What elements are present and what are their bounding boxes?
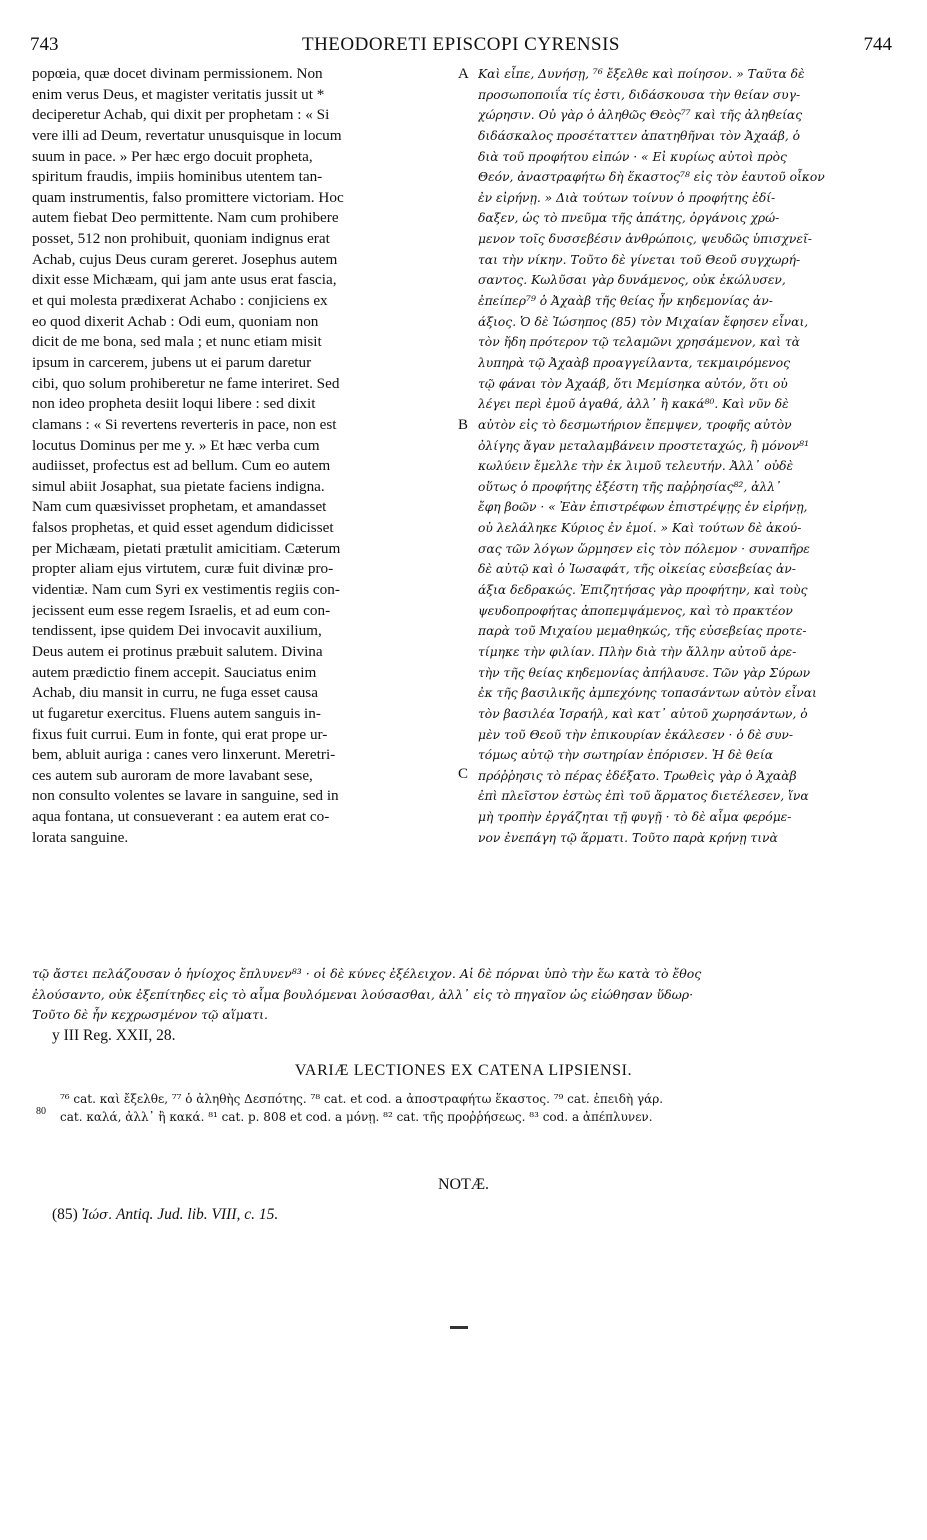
latin-line: autem prædictio finem accepit. Sauciatus enim (32, 663, 317, 681)
greek-line: δαξεν, ὡς τὸ πνεῦμα τῆς ἀπάτης, ὀργάνοις χρώ- (478, 211, 780, 226)
greek-line: παρὰ τοῦ Μιχαίου μεμαθηκώς, τῆς εὐσεβείας προτε- (478, 624, 807, 639)
greek-line: οὕτως ὁ προφήτης ἐξέστη τῆς παῤῥησίας⁸², ἀλλ᾽ (478, 479, 782, 494)
latin-line: locutus Dominus per me y. » Et hæc verba cum (32, 436, 320, 454)
page-header (30, 34, 892, 58)
latin-line: cibi, quo solum prohiberetur ne fame interiret. Sed (32, 374, 340, 392)
continuation-line: τῷ ἄστει πελάζουσαν ὁ ἡνίοχος ἔπλυνεν⁸³ · οἱ δὲ κύνες ἐξέλειχον. Αἱ δὲ πόρναι ὑπὸ τὴν ἕω κατὰ τὸ ἔθος (32, 966, 702, 981)
latin-line: autem fiebat Deo permittente. Nam cum prohibere (32, 209, 339, 227)
latin-line: deciperetur Achab, qui dixit per prophetam : « Si (32, 106, 330, 124)
running-title: THEODORETI EPISCOPI CYRENSIS (301, 34, 621, 55)
latin-line: aqua fontana, ut consueverant : ea autem erat co- (32, 808, 330, 826)
greek-line: μὴ τροπὴν ἐργάζηται τῇ φυγῇ · τὸ δὲ αἷμα φερόμε- (478, 810, 792, 825)
latin-line: non ideo propheta desiit loqui libere : sed dixit (32, 395, 316, 413)
greek-column (478, 64, 894, 848)
latin-line: lorata sanguine. (32, 828, 129, 846)
greek-line: αὐτὸν εἰς τὸ δεσμωτήριον ἔπεμψεν, τροφῆς αὐτὸν (478, 417, 792, 432)
greek-line: σαντος. Κωλῦσαι γὰρ δυνάμενος, οὐκ ἐκώλυσεν, (478, 273, 786, 288)
latin-line: propter aliam ejus virtutem, curæ fuit divinæ pro- (32, 560, 334, 578)
greek-line: νον ἐνεπάγη τῷ ἅρματι. Τοῦτο παρὰ κρήνῃ τινὰ (478, 830, 778, 845)
latin-line: suum in pace. » Per hæc ergo docuit propheta, (32, 147, 313, 165)
greek-line: μενον τοῖς δυσσεβέσιν ἀνθρώποις, ψευδῶς ὑπισχνεῖ- (478, 232, 812, 247)
greek-line: λυπηρὰ τῷ Ἀχαὰβ προαγγείλαντα, τεκμαιρόμενος (478, 355, 791, 370)
greek-line: ἐπὶ πλεῖστον ἑστὼς ἐπὶ τοῦ ἅρματος διετέλεσεν, ἵνα (478, 789, 809, 804)
greek-line: κωλύειν ἔμελλε τὴν ἐκ λιμοῦ τελευτήν. Ἀλλ᾽ οὐδὲ (478, 459, 794, 474)
latin-line: audiisset, profectus est ad bellum. Cum eo autem (32, 457, 331, 475)
greek-line: ται τὴν νίκην. Τοῦτο δὲ γίνεται τοῦ Θεοῦ συγχωρή- (478, 252, 801, 267)
latin-line: quam instrumentis, falso promittere victoriam. Hoc (32, 188, 344, 206)
margin-marker-c: C (458, 766, 469, 782)
greek-line: άξια δεδρακώς. Ἐπιζητήσας γὰρ προφήτην, καὶ τοὺς (478, 583, 808, 598)
scripture-reference: y III Reg. XXII, 28. (52, 1027, 176, 1044)
variant-line: ⁷⁶ cat. καὶ ἔξελθε, ⁷⁷ ὁ ἀληθὴς Δεσπότης. ⁷⁸ cat. et cod. a ἀποστραφήτω ἕκαστος. ⁷⁹ cat. ἐπειδὴ γάρ. (60, 1092, 664, 1106)
latin-line: per Michæam, pietati prætulit amicitiam. Cæterum (32, 539, 341, 557)
latin-column (32, 64, 452, 848)
variants-heading: VARIÆ LECTIONES EX CATENA LIPSIENSI. (294, 1062, 633, 1079)
greek-line: οὐ λελάληκε Κύριος ἐν ἐμοί. » Καὶ τούτων δὲ ἀκού- (478, 521, 802, 536)
latin-line: spiritum fraudis, impiis hominibus utentem tan- (32, 168, 323, 186)
greek-line: πρόῤῥησις τὸ πέρας ἐδέξατο. Τρωθεὶς γὰρ ὁ Ἀχαὰβ (478, 768, 797, 783)
greek-line: τὸν βασιλέα Ἰσραήλ, καὶ κατ᾽ αὐτοῦ χωρησάντων, ὁ (478, 706, 808, 721)
latin-line: ut fugaretur exercitus. Fluens autem sanguis in- (32, 704, 321, 722)
latin-line: ipsum in carcerem, jubens ut ei parum daretur (32, 353, 312, 371)
greek-line: ἐν εἰρήνῃ. » Διὰ τούτων τοίνυν ὁ προφήτης ἐδί- (478, 190, 776, 205)
latin-line: fixus fuit currui. Eum in fonte, qui erat prope ur- (32, 725, 328, 743)
latin-line: vere illi ad Deum, revertatur unusquisque in locum (32, 126, 342, 144)
latin-line: posset, 512 non prohibuit, quoniam indignus erat (32, 230, 330, 248)
greek-line: τόμως αὐτῷ τὴν σωτηρίαν ἐπόρισεν. Ἡ δὲ θεία (478, 748, 773, 763)
footnote-greek: Ἰώσ. (81, 1208, 113, 1223)
footnote-number: (85) (52, 1206, 78, 1223)
latin-line: bem, abluit auriga : canes vero linxerunt. Meretri- (32, 746, 336, 764)
greek-line: τῷ φάναι τὸν Ἀχαάβ, ὅτι Μεμίσηκα αὐτόν, ὅτι οὐ (478, 376, 788, 391)
greek-line: Θεόν, ἀναστραφήτω δὴ ἕκαστος⁷⁸ εἰς τὸν ἑαυτοῦ οἶκον (478, 170, 825, 185)
latin-line: eo quod dixerit Achab : Odi eum, quoniam non (32, 312, 319, 330)
latin-line: videntiæ. Nam cum Syri ex vestimentis regiis con- (32, 581, 340, 599)
latin-line: jecissent eum esse regem Israelis, et ad eum con- (32, 601, 331, 619)
latin-line: Achab, diu mansit in curru, ne fuga esset causa (32, 684, 318, 702)
margin-marker-a: A (458, 66, 469, 82)
greek-line: ὀλίγης ἄγαν μεταλαμβάνειν προστεταχώς, ἢ μόνον⁸¹ (478, 438, 810, 453)
greek-line: άξιος. Ὁ δὲ Ἰώσηπος (85) τὸν Μιχαίαν ἔφησεν εἶναι, (478, 314, 809, 329)
greek-line: Καὶ εἶπε, Δυνήσῃ, ⁷⁶ ἔξελθε καὶ ποίησον. » Ταῦτα δὲ (478, 67, 805, 81)
greek-line: λέγει περὶ ἐμοῦ ἀγαθά, ἀλλ᾽ ἢ κακά⁸⁰. Καὶ νῦν δὲ (478, 397, 789, 412)
greek-line: ἔφη βοῶν · « Ἐὰν ἐπιστρέφων ἐπιστρέψῃς ἐν εἰρήνῃ, (478, 500, 808, 515)
latin-line: dicit de me bona, sed mala ; et nunc etiam misit (32, 333, 322, 351)
latin-line: et qui molesta prædixerat Achabo : conjiciens ex (32, 292, 328, 310)
greek-line: τὸν ἤδη πρότερον τῷ τελαμῶνι χρησάμενον, καὶ τὰ (478, 335, 800, 350)
greek-line: σας τῶν λόγων ὥρμησεν εἰς τὸν πόλεμον · συναπῆρε (478, 541, 810, 556)
latin-line: Achab, cujus Deus curam gereret. Josephus autem (32, 250, 338, 268)
greek-continuation (32, 964, 892, 1026)
latin-line: tendissent, ipse quidem Dei invocavit auxilium, (32, 622, 322, 640)
footnote-text: Antiq. Jud. lib. VIII, c. 15. (115, 1206, 279, 1223)
decorative-dash (450, 1326, 468, 1329)
continuation-line: ἐλούσαντο, οὐκ ἐξεπίτηδες εἰς τὸ αἷμα βουλόμεναι λούσασθαι, ἀλλ᾽ εἰς τὸ πηγαῖον ὡς εἰώθησαν ὕδωρ· (32, 986, 694, 1002)
latin-line: enim verus Deus, et magister veritatis jussit ut * (32, 85, 325, 103)
variants-margin-number: 80 (36, 1106, 46, 1117)
latin-line: dixit esse Michæam, qui jam ante usus erat fascia, (32, 271, 337, 289)
variants-list (60, 1090, 894, 1126)
greek-line: χώρησιν. Οὐ γὰρ ὁ ἀληθῶς Θεὸς⁷⁷ καὶ τῆς ἀληθείας (478, 108, 803, 123)
page-number-left: 743 (30, 34, 59, 55)
greek-line: ψευδοπροφήτας ἀποπεμψάμενος, καὶ τὸ πρακτέον (478, 603, 793, 618)
latin-line: clamans : « Si revertens reverteris in pace, non est (32, 415, 337, 433)
greek-line: τὴν τῆς θείας κηδεμονίας ἀπήλαυσε. Τῶν γὰρ Σύρων (478, 665, 811, 680)
latin-line: popœia, quæ docet divinam permissionem. Non (32, 65, 323, 82)
margin-marker-b: B (458, 417, 469, 433)
greek-line: τίμηκε τὴν φιλίαν. Πλὴν διὰ τὴν ἄλλην αὐτοῦ ἀρε- (478, 644, 797, 659)
latin-line: Nam cum quæsivisset prophetam, et amandasset (32, 498, 327, 516)
latin-line: falsos prophetas, et quid esset agendum didicisset (32, 519, 334, 537)
greek-line: διδάσκαλος προσέταττεν ἀπατηθῆναι τὸν Ἀχαάβ, ὁ (478, 128, 801, 143)
page-number-right: 744 (863, 34, 892, 55)
greek-line: δὲ αὐτῷ καὶ ὁ Ἰωσαφάτ, τῆς οἰκείας εὐσεβείας ἀν- (478, 562, 796, 577)
latin-line: non consulto volentes se lavare in sanguine, sed in (32, 787, 339, 805)
greek-line: διὰ τοῦ προφήτου εἰπών · « Εἰ κυρίως αὐτοὶ πρὸς (478, 149, 787, 164)
greek-line: ἐκ τῆς βασιλικῆς ἀμπεχόνης τοπασάντων αὐτὸν εἶναι (478, 686, 817, 701)
footnote (52, 1206, 278, 1224)
continuation-line: Τοῦτο δὲ ἦν κεχρωσμένον τῷ αἵματι. (32, 1007, 269, 1023)
latin-line: ces autem sub auroram de more lavabant sese, (32, 766, 313, 784)
greek-line: προσωποποιΐα τίς ἐστι, διδάσκουσα τὴν θείαν συγ- (478, 87, 801, 102)
variant-line: cat. καλά, ἀλλ᾽ ἢ κακά. ⁸¹ cat. p. 808 et cod. a μόνῃ. ⁸² cat. τῆς προῤῥήσεως. ⁸³ cod. a ἀπέπλυνεν. (60, 1110, 653, 1124)
greek-line: ἐπείπερ⁷⁹ ὁ Ἀχαὰβ τῆς θείας ἦν κηδεμονίας ἀν- (478, 294, 773, 309)
latin-line: simul abiit Josaphat, sua pietate faciens indigna. (32, 477, 325, 495)
notes-heading: NOTÆ. (437, 1176, 490, 1193)
greek-line: μὲν τοῦ Θεοῦ τὴν ἐπικουρίαν ἐκάλεσεν · ὁ δὲ συν- (478, 727, 794, 742)
latin-line: Deus autem ei protinus præbuit salutem. Divina (32, 642, 323, 660)
